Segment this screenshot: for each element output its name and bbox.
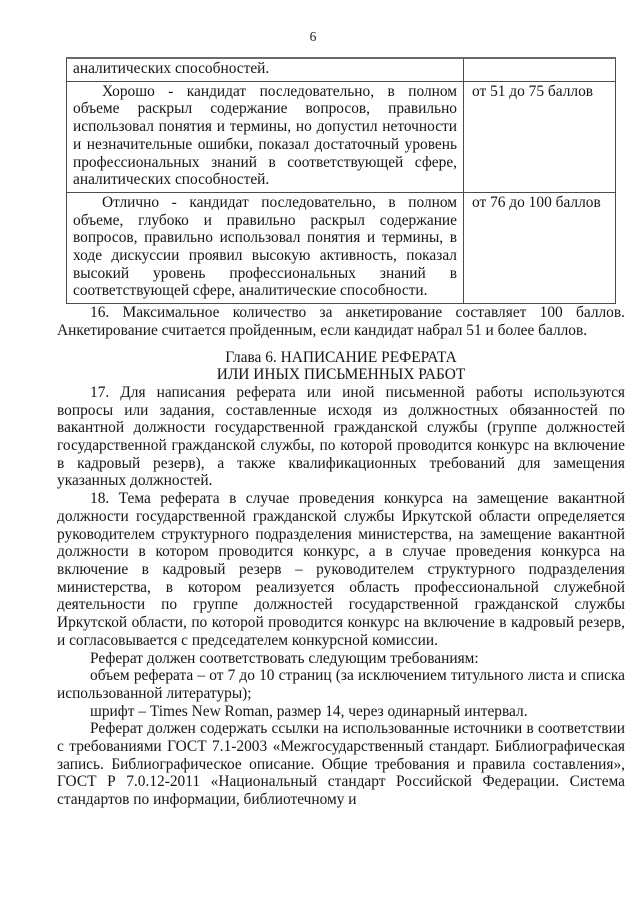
paragraph-gost: Реферат должен содержать ссылки на использованные источники в соответствии с требованиями ГОСТ 7.1-2003 «Межгосударственный стандарт. Библиографическая запись. Библиографическое описание. Общие требования и правила составления», ГОСТ Р 7.0.12-2011 «Национальный стандарт Российской Федерации. Система стандартов по информации, библиотечному и <box>57 720 625 809</box>
paragraph-17: 17. Для написания реферата или иной письменной работы используются вопросы или задания, составленные исходя из должностных обязанностей по вакантной должности государственной гражданской службы (группе должностей государственной гражданской службы, по которой проводится конкурс на включение в кадровый резерв), а также квалификационных требований для замещения указанных должностей. <box>57 383 625 490</box>
table-row <box>67 192 616 303</box>
paragraph-requirements: Реферат должен соответствовать следующим требованиям: <box>90 649 479 667</box>
page-content <box>57 57 625 809</box>
criteria-cell: Отлично - кандидат последовательно, в полном объеме, глубоко и правильно раскрыл содержание вопросов, правильно использовал понятия и термины, в ходе дискуссии проявил высокую активность, показал высокий уровень профессиональных знаний в соответствующей сфере, аналитические способности. <box>67 192 464 303</box>
assessment-scoring-table <box>66 57 616 304</box>
criteria-cell: Хорошо - кандидат последовательно, в полном объеме раскрыл содержание вопросов, правильно использовал понятия и термины, но допустил неточности и незначительные ошибки, показал достаточный уровень профессиональных знаний в соответствующей сфере, аналитических способностей. <box>67 81 464 192</box>
score-cell: от 51 до 75 баллов <box>464 81 616 192</box>
table-row <box>67 81 616 192</box>
page-number: 6 <box>309 29 317 44</box>
score-cell <box>464 58 616 81</box>
table-row <box>67 58 616 81</box>
criteria-cell: аналитических способностей. <box>67 58 464 81</box>
score-cell: от 76 до 100 баллов <box>464 192 616 303</box>
paragraph-font: шрифт – Times New Roman, размер 14, через одинарный интервал. <box>90 702 528 720</box>
chapter-heading <box>57 349 625 384</box>
chapter-heading-line-1: Глава 6. НАПИСАНИЕ РЕФЕРАТА <box>225 348 457 366</box>
paragraph-18: 18. Тема реферата в случае проведения конкурса на замещение вакантной должности государственной гражданской службы Иркутской области определяется руководителем структурного подразделения министерства, на замещение вакантной должности в котором проводится конкурс, а в случае проведения конкурса на включение в кадровый резерв – руководителем структурного подразделения министерства, в котором реализуется область профессиональной служебной деятельности по группе должностей государственной гражданской службы Иркутской области, по которой проводится конкурс на включение в кадровый резерв, и согласовывается с председателем конкурсной комиссии. <box>57 490 625 649</box>
paragraph-volume: объем реферата – от 7 до 10 страниц (за исключением титульного листа и списка использованной литературы); <box>57 667 625 702</box>
chapter-heading-line-2: ИЛИ ИНЫХ ПИСЬМЕННЫХ РАБОТ <box>216 366 466 384</box>
paragraph-16: 16. Максимальное количество за анкетирование составляет 100 баллов. Анкетирование считается пройденным, если кандидат набрал 51 и более баллов. <box>57 304 625 339</box>
